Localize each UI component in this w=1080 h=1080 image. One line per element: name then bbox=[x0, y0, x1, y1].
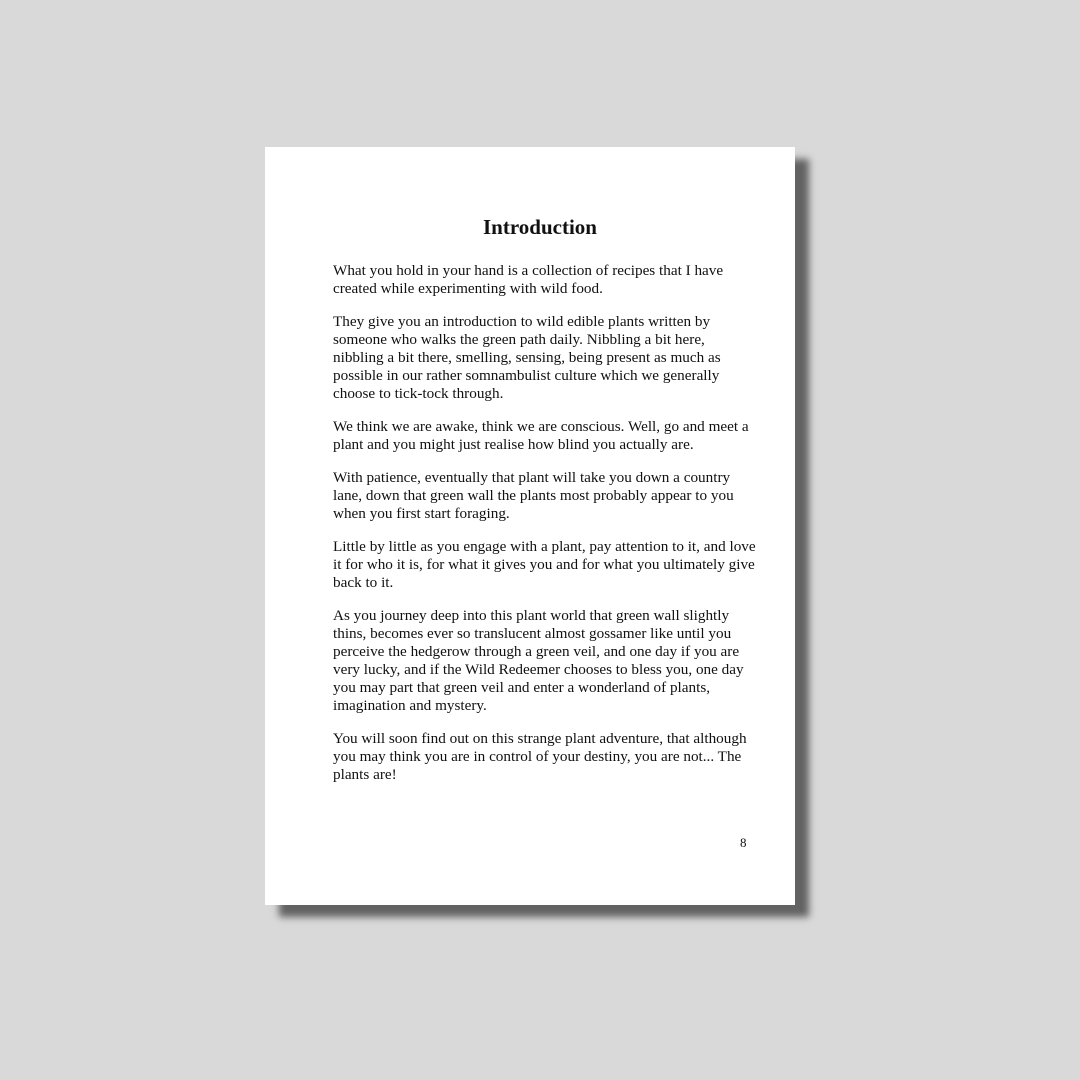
paragraph: As you journey deep into this plant world that green wall slightly thins, becomes ever so translucent almost gossamer like until you perceive the hedgerow through a green veil, and one day if you are very lucky, and if the Wild Redeemer chooses to bless you, one day you may part that green veil and enter a wonderland of plants, imagination and mystery. bbox=[333, 607, 744, 714]
paragraph: You will soon find out on this strange plant adventure, that although you may think you are in control of your destiny, you are not... The plants are! bbox=[333, 730, 747, 783]
page-number: 8 bbox=[740, 835, 747, 850]
paragraph: With patience, eventually that plant will take you down a country lane, down that green wall the plants most probably appear to you when you first start foraging. bbox=[333, 469, 734, 522]
paragraph: They give you an introduction to wild edible plants written by someone who walks the green path daily. Nibbling a bit here, nibbling a bit there, smelling, sensing, being present as much as possible in our rather somnambulist culture which we generally choose to tick-tock through. bbox=[333, 313, 721, 402]
body-text bbox=[333, 262, 758, 799]
paragraph: Little by little as you engage with a plant, pay attention to it, and love it for who it is, for what it gives you and for what you ultimately give back to it. bbox=[333, 538, 756, 591]
paragraph: What you hold in your hand is a collection of recipes that I have created while experimenting with wild food. bbox=[333, 262, 724, 297]
page-title: Introduction bbox=[483, 215, 597, 239]
paragraph: We think we are awake, think we are conscious. Well, go and meet a plant and you might just realise how blind you actually are. bbox=[333, 418, 749, 453]
